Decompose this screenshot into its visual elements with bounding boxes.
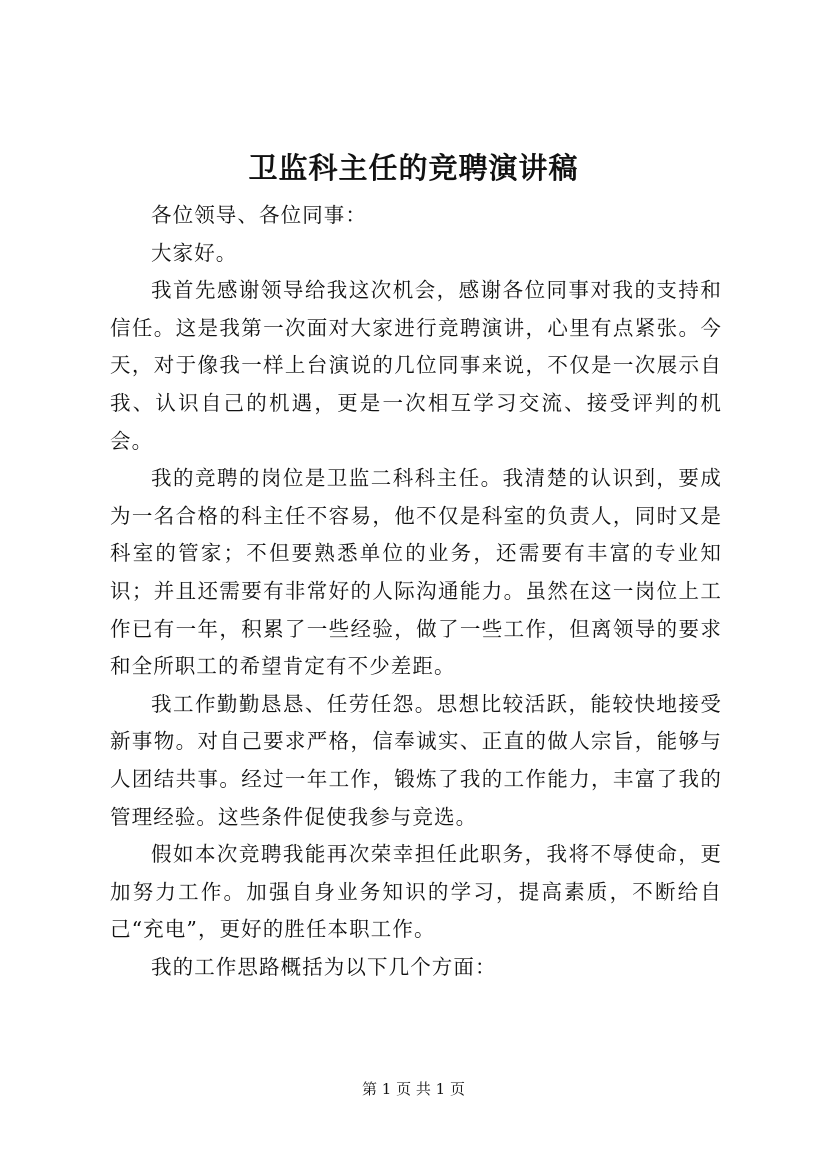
- page-number-footer: 第 1 页 共 1 页: [362, 1080, 465, 1098]
- body-paragraph: 我首先感谢领导给我这次机会，感谢各位同事对我的支持和信任。这是我第一次面对大家进行竞聘演讲，心里有点紧张。今天，对于像我一样上台演说的几位同事来说，不仅是一次展示自我、认识自己的机遇，更是一次相互学习交流、接受评判的机会。: [110, 278, 722, 453]
- body-paragraph: 我的工作思路概括为以下几个方面：: [151, 954, 497, 979]
- body-paragraph: 我的竞聘的岗位是卫监二科科主任。我清楚的认识到，要成为一名合格的科主任不容易，他不仅是科室的负责人，同时又是科室的管家；不但要熟悉单位的业务，还需要有丰富的专业知识；并且还需要有非常好的人际沟通能力。虽然在这一岗位上工作已有一年，积累了一些经验，做了一些工作，但离领导的要求和全所职工的希望肯定有不少差距。: [110, 466, 722, 679]
- body-paragraph: 假如本次竞聘我能再次荣幸担任此职务，我将不辱使命，更加努力工作。加强自身业务知识的学习，提高素质，不断给自己“充电”，更好的胜任本职工作。: [110, 842, 722, 942]
- greeting-paragraph: 大家好。: [151, 240, 238, 265]
- salutation-paragraph: 各位领导、各位同事：: [151, 203, 367, 227]
- body-paragraph: 我工作勤勤恳恳、任劳任怨。思想比较活跃，能较快地接受新事物。对自己要求严格，信奉诚实、正直的做人宗旨，能够与人团结共事。经过一年工作，锻炼了我的工作能力，丰富了我的管理经验。这些条件促使我参与竞选。: [110, 691, 722, 829]
- document-title: 卫监科主任的竞聘演讲稿: [248, 151, 579, 185]
- document-body: [110, 197, 722, 986]
